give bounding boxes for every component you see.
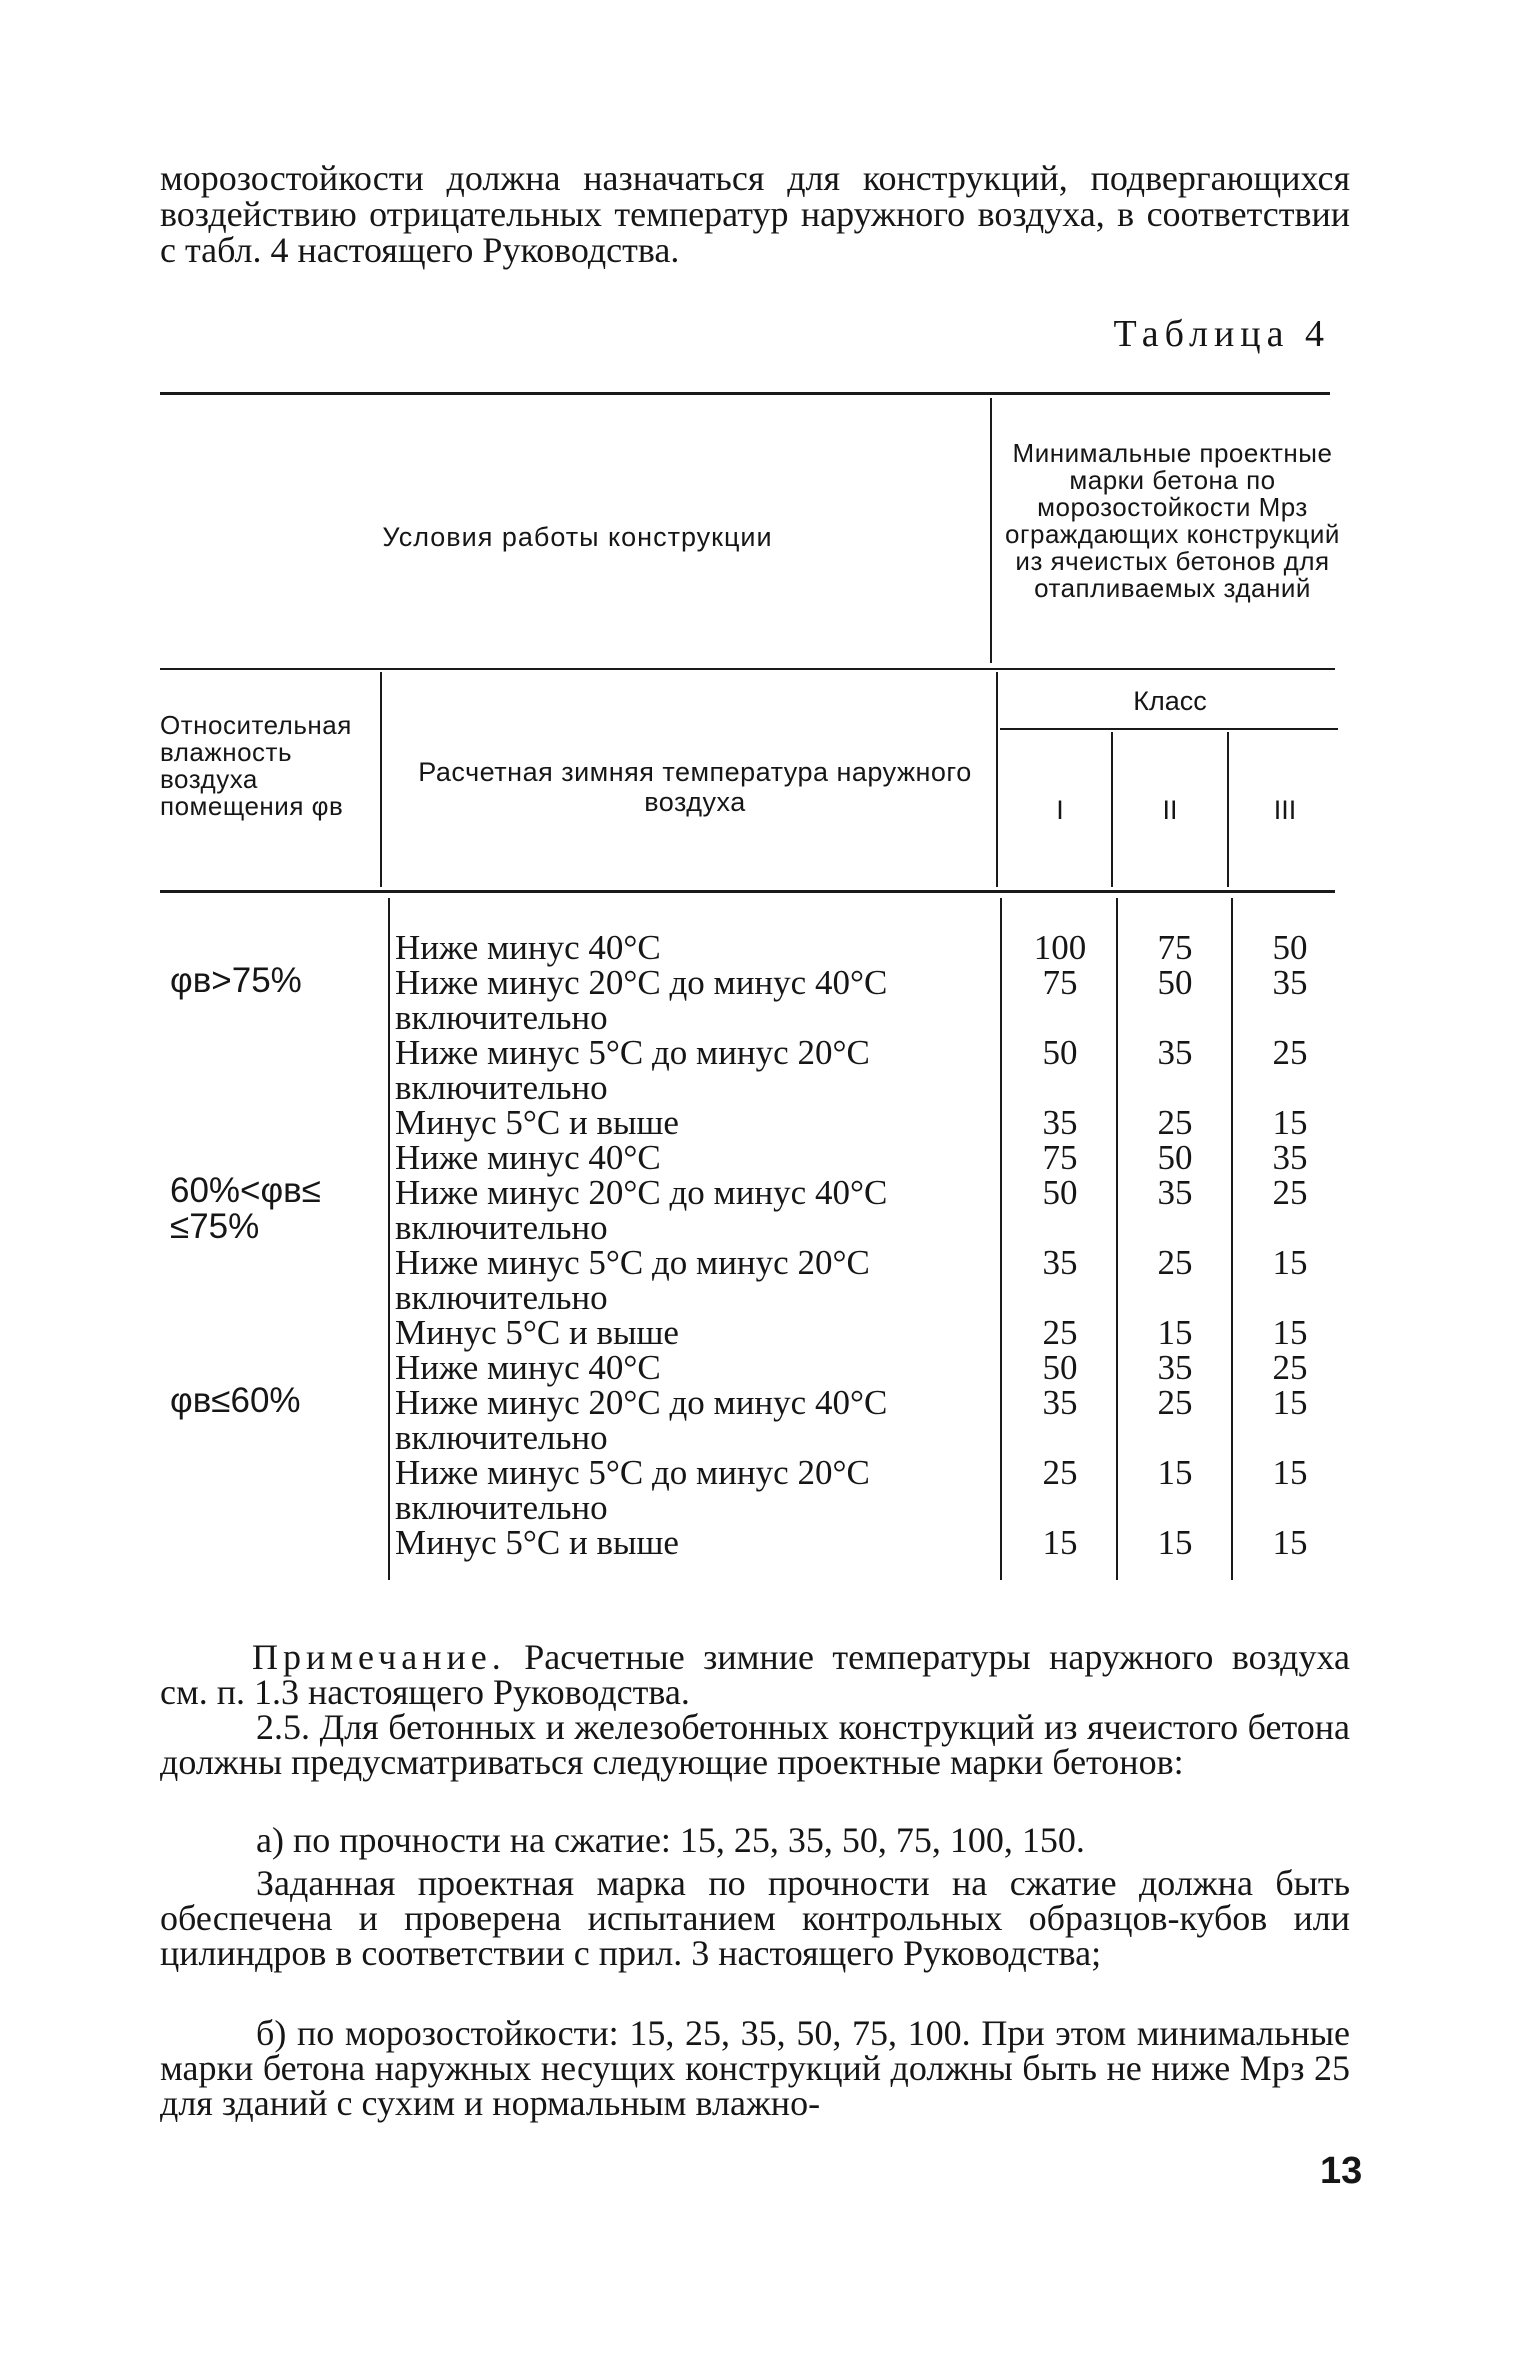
row-condition: Ниже минус 20°С до минус 40°С [395,963,888,1002]
value-class-II: 50 [1157,963,1193,1002]
intro-paragraph: морозостойкости должна назначаться для конструкций, подвергающихся воздействию отрицательных температур наружного воздуха, в соответствии с табл. 4 настоящего Руководства. [160,158,1350,270]
row-condition: Ниже минус 5°С до минус 20°С [395,1453,870,1492]
table-row [395,965,985,1035]
value-class-I: 75 [1042,1138,1078,1177]
table-caption: Таблица 4 [1113,313,1330,355]
paragraph-2-5: 2.5. Для бетонных и железобетонных конструкций из ячеистого бетона должны предусматриваться следующие проектные марки бетонов: [160,1707,1350,1782]
table-row [395,1245,985,1315]
value-class-III: 35 [1272,1138,1308,1177]
value-class-II: 35 [1157,1348,1193,1387]
value-class-III: 25 [1272,1348,1308,1387]
value-class-III: 15 [1272,1103,1308,1142]
table-row [395,930,985,965]
row-condition: Ниже минус 5°С до минус 20°С [395,1033,870,1072]
row-condition-cont: включительно [395,1068,608,1107]
value-class-I: 75 [1042,963,1078,1002]
value-class-II: 25 [1157,1383,1193,1422]
row-condition: Ниже минус 40°С [395,1348,661,1387]
temperature-col-divider [996,672,998,887]
value-class-I: 35 [1042,1383,1078,1422]
group-label-high: φв>75% [170,961,302,1000]
item-b: б) по морозостойкости: 15, 25, 35, 50, 75, 100. При этом минимальные марки бетона наружных несущих конструкций должны быть не ниже Мрз 25 для зданий с сухим и нормальным влажно- [160,2013,1350,2123]
value-class-II: 50 [1157,1138,1193,1177]
paragraph-a-text: Заданная проектная марка по прочности на сжатие должна быть обеспечена и проверена испытанием контрольных образцов-кубов или цилиндров в соответствии с прил. 3 настоящего Руководства; [160,1863,1350,1973]
table-row [395,1385,985,1455]
value-class-II: 25 [1157,1243,1193,1282]
header-temperature: Расчетная зимняя температура наружного воздуха [418,757,972,817]
table-row [395,1035,985,1105]
header-class-II: II [1162,795,1178,825]
row-condition-cont: включительно [395,1208,608,1247]
value-class-II: 15 [1157,1313,1193,1352]
value-class-III: 15 [1272,1523,1308,1562]
row-condition: Минус 5°С и выше [395,1103,679,1142]
value-class-I: 50 [1042,1173,1078,1212]
table-top-rule [160,392,1330,395]
value-class-III: 25 [1272,1173,1308,1212]
table-row [395,1455,985,1525]
header-humidity: Относительная влажность воздуха помещения φв [160,710,352,821]
value-class-I: 35 [1042,1103,1078,1142]
value-class-II: 35 [1157,1033,1193,1072]
table-note [160,1637,1350,1712]
value-class-III: 25 [1272,1033,1308,1072]
row-condition-cont: включительно [395,1278,608,1317]
table-row [395,1350,985,1385]
table-row [395,1525,985,1560]
header-mid-rule [160,668,1335,670]
group-label-low: φв≤60% [170,1381,301,1420]
item-a: а) по прочности на сжатие: 15, 25, 35, 50, 75, 100, 150. [256,1820,1085,1860]
value-class-I: 100 [1033,928,1087,967]
value-class-I: 50 [1042,1033,1078,1072]
value-class-II: 15 [1157,1453,1193,1492]
group-label-mid: 60%<φв≤ ≤75% [170,1171,321,1246]
value-class-I: 15 [1042,1523,1078,1562]
row-condition: Ниже минус 5°С до минус 20°С [395,1243,870,1282]
note-text: Расчетные зимние температуры наружного воздуха см. п. 1.3 настоящего Руководства. [160,1637,1350,1712]
row-condition: Ниже минус 20°С до минус 40°С [395,1383,888,1422]
table-row [395,1105,985,1140]
body-II-III-divider [1231,898,1233,1580]
value-class-II: 75 [1157,928,1193,967]
row-condition: Ниже минус 20°С до минус 40°С [395,1173,888,1212]
header-min-marks: Минимальные проектные марки бетона по морозостойкости Мрз ограждающих конструкций из ячеистых бетонов для отапливаемых зданий [1005,438,1340,603]
body-temp-divider [1000,898,1002,1580]
table-row [395,1175,985,1245]
header-conditions: Условия работы конструкции [382,522,773,552]
value-class-III: 50 [1272,928,1308,967]
value-class-II: 15 [1157,1523,1193,1562]
row-condition: Минус 5°С и выше [395,1523,679,1562]
value-class-I: 35 [1042,1243,1078,1282]
row-condition-cont: включительно [395,1488,608,1527]
value-class-III: 35 [1272,963,1308,1002]
table-row [395,1140,985,1175]
value-class-I: 25 [1042,1313,1078,1352]
header-class: Класс [1133,686,1207,716]
row-condition: Минус 5°С и выше [395,1313,679,1352]
row-condition: Ниже минус 40°С [395,928,661,967]
value-class-III: 15 [1272,1243,1308,1282]
note-label: Примечание. [252,1637,506,1677]
value-class-III: 15 [1272,1383,1308,1422]
value-class-I: 25 [1042,1453,1078,1492]
class-II-III-divider-head [1227,732,1229,887]
body-I-II-divider [1116,898,1118,1580]
header-class-I: I [1056,795,1064,825]
value-class-II: 25 [1157,1103,1193,1142]
header-bottom-rule [160,890,1335,893]
body-left-divider [388,898,390,1580]
row-condition-cont: включительно [395,998,608,1037]
value-class-II: 35 [1157,1173,1193,1212]
value-class-III: 15 [1272,1453,1308,1492]
value-class-I: 50 [1042,1348,1078,1387]
page-number: 13 [1320,2150,1363,2192]
row-condition-cont: включительно [395,1418,608,1457]
table-row [395,1315,985,1350]
header-class-III: III [1273,795,1297,825]
value-class-III: 15 [1272,1313,1308,1352]
class-rule [1000,728,1338,730]
row-condition: Ниже минус 40°С [395,1138,661,1177]
